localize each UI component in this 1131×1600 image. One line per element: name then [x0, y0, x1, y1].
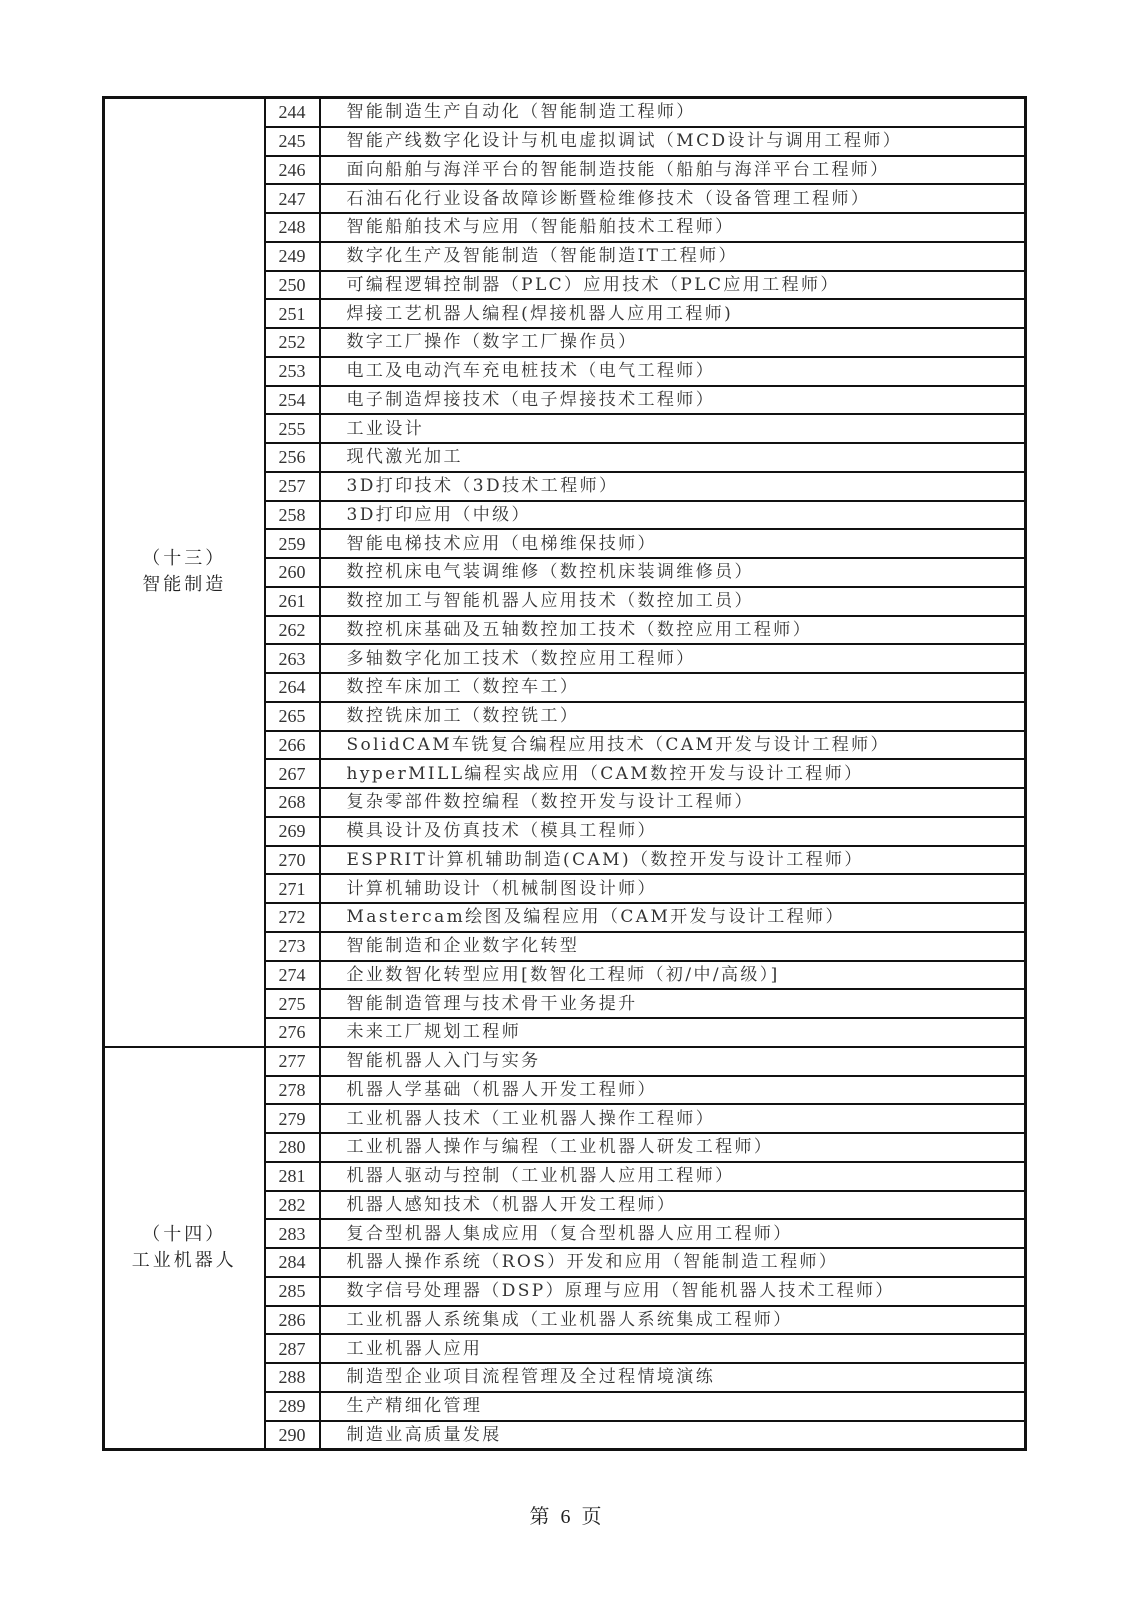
row-number: 255: [265, 414, 320, 443]
course-name: 电工及电动汽车充电桩技术（电气工程师）: [320, 357, 1026, 386]
course-name: 多轴数字化加工技术（数控应用工程师）: [320, 644, 1026, 673]
course-name: 制造型企业项目流程管理及全过程情境演练: [320, 1363, 1026, 1392]
course-name: 焊接工艺机器人编程(焊接机器人应用工程师): [320, 299, 1026, 328]
row-number: 266: [265, 731, 320, 760]
row-number: 286: [265, 1306, 320, 1335]
row-number: 289: [265, 1392, 320, 1421]
row-number: 273: [265, 932, 320, 961]
row-number: 263: [265, 644, 320, 673]
table-row: [104, 1047, 1026, 1076]
category-name: 工业机器人: [131, 1250, 237, 1271]
course-name: 3D打印技术（3D技术工程师）: [320, 472, 1026, 501]
course-name: 未来工厂规划工程师: [320, 1018, 1026, 1047]
row-number: 260: [265, 558, 320, 587]
course-name: 面向船舶与海洋平台的智能制造技能（船舶与海洋平台工程师）: [320, 156, 1026, 185]
course-name: 数控加工与智能机器人应用技术（数控加工员）: [320, 587, 1026, 616]
row-number: 268: [265, 788, 320, 817]
course-name: 智能机器人入门与实务: [320, 1047, 1026, 1076]
course-name: 数控机床电气装调维修（数控机床装调维修员）: [320, 558, 1026, 587]
course-name: 机器人学基础（机器人开发工程师）: [320, 1076, 1026, 1105]
row-number: 275: [265, 989, 320, 1018]
course-name: 3D打印应用（中级）: [320, 501, 1026, 530]
table-row: [104, 98, 1026, 127]
course-name: 数字信号处理器（DSP）原理与应用（智能机器人技术工程师）: [320, 1277, 1026, 1306]
course-name: 数控铣床加工（数控铣工）: [320, 702, 1026, 731]
row-number: 281: [265, 1162, 320, 1191]
course-name: SolidCAM车铣复合编程应用技术（CAM开发与设计工程师）: [320, 731, 1026, 760]
course-name: 工业机器人技术（工业机器人操作工程师）: [320, 1104, 1026, 1133]
row-number: 262: [265, 616, 320, 645]
course-name: Mastercam绘图及编程应用（CAM开发与设计工程师）: [320, 903, 1026, 932]
row-number: 271: [265, 874, 320, 903]
course-name: 智能产线数字化设计与机电虚拟调试（MCD设计与调用工程师）: [320, 127, 1026, 156]
row-number: 259: [265, 529, 320, 558]
row-number: 272: [265, 903, 320, 932]
row-number: 278: [265, 1076, 320, 1105]
row-number: 285: [265, 1277, 320, 1306]
course-name: 工业设计: [320, 414, 1026, 443]
course-name: 复合型机器人集成应用（复合型机器人应用工程师）: [320, 1219, 1026, 1248]
row-number: 290: [265, 1421, 320, 1450]
course-name: 智能电梯技术应用（电梯维保技师）: [320, 529, 1026, 558]
course-name: 工业机器人应用: [320, 1334, 1026, 1363]
row-number: 248: [265, 213, 320, 242]
course-name: 智能船舶技术与应用（智能船舶技术工程师）: [320, 213, 1026, 242]
category-number: （十四）: [142, 1224, 227, 1245]
row-number: 257: [265, 472, 320, 501]
row-number: 283: [265, 1219, 320, 1248]
page-number: 第 6 页: [529, 1506, 602, 1528]
course-name: 数字化生产及智能制造（智能制造IT工程师）: [320, 242, 1026, 271]
course-name: 智能制造和企业数字化转型: [320, 932, 1026, 961]
course-name: 电子制造焊接技术（电子焊接技术工程师）: [320, 386, 1026, 415]
row-number: 261: [265, 587, 320, 616]
category-name: 智能制造: [142, 574, 227, 596]
course-name: 数控车床加工（数控车工）: [320, 673, 1026, 702]
row-number: 279: [265, 1104, 320, 1133]
row-number: 282: [265, 1191, 320, 1220]
row-number: 250: [265, 271, 320, 300]
row-number: 265: [265, 702, 320, 731]
row-number: 277: [265, 1047, 320, 1076]
course-name: 数字工厂操作（数字工厂操作员）: [320, 328, 1026, 357]
course-name: 机器人操作系统（ROS）开发和应用（智能制造工程师）: [320, 1248, 1026, 1277]
row-number: 274: [265, 961, 320, 990]
course-name: 智能制造管理与技术骨干业务提升: [320, 989, 1026, 1018]
row-number: 244: [265, 98, 320, 127]
course-name: 工业机器人系统集成（工业机器人系统集成工程师）: [320, 1306, 1026, 1335]
course-name: 智能制造生产自动化（智能制造工程师）: [320, 98, 1026, 127]
row-number: 270: [265, 846, 320, 875]
course-name: 复杂零部件数控编程（数控开发与设计工程师）: [320, 788, 1026, 817]
course-name: 制造业高质量发展: [320, 1421, 1026, 1450]
row-number: 280: [265, 1133, 320, 1162]
row-number: 247: [265, 184, 320, 213]
row-number: 252: [265, 328, 320, 357]
row-number: 245: [265, 127, 320, 156]
course-name: 机器人驱动与控制（工业机器人应用工程师）: [320, 1162, 1026, 1191]
row-number: 267: [265, 759, 320, 788]
row-number: 249: [265, 242, 320, 271]
course-name: 现代激光加工: [320, 443, 1026, 472]
row-number: 254: [265, 386, 320, 415]
course-name: 企业数智化转型应用[数智化工程师（初/中/高级）]: [320, 961, 1026, 990]
category-cell: [104, 98, 265, 1047]
course-name: 计算机辅助设计（机械制图设计师）: [320, 874, 1026, 903]
course-name: 模具设计及仿真技术（模具工程师）: [320, 817, 1026, 846]
row-number: 258: [265, 501, 320, 530]
row-number: 264: [265, 673, 320, 702]
course-table: [102, 96, 1027, 1451]
course-name: 生产精细化管理: [320, 1392, 1026, 1421]
course-table-body: [104, 98, 1026, 1450]
category-number: （十三）: [142, 548, 227, 570]
row-number: 288: [265, 1363, 320, 1392]
row-number: 246: [265, 156, 320, 185]
row-number: 253: [265, 357, 320, 386]
course-name: 工业机器人操作与编程（工业机器人研发工程师）: [320, 1133, 1026, 1162]
course-name: ESPRIT计算机辅助制造(CAM)（数控开发与设计工程师）: [320, 846, 1026, 875]
course-name: 石油石化行业设备故障诊断暨检维修技术（设备管理工程师）: [320, 184, 1026, 213]
row-number: 256: [265, 443, 320, 472]
course-name: hyperMILL编程实战应用（CAM数控开发与设计工程师）: [320, 759, 1026, 788]
row-number: 269: [265, 817, 320, 846]
row-number: 276: [265, 1018, 320, 1047]
course-name: 可编程逻辑控制器（PLC）应用技术（PLC应用工程师）: [320, 271, 1026, 300]
course-name: 数控机床基础及五轴数控加工技术（数控应用工程师）: [320, 616, 1026, 645]
row-number: 284: [265, 1248, 320, 1277]
category-cell: [104, 1047, 265, 1450]
row-number: 287: [265, 1334, 320, 1363]
course-name: 机器人感知技术（机器人开发工程师）: [320, 1191, 1026, 1220]
row-number: 251: [265, 299, 320, 328]
